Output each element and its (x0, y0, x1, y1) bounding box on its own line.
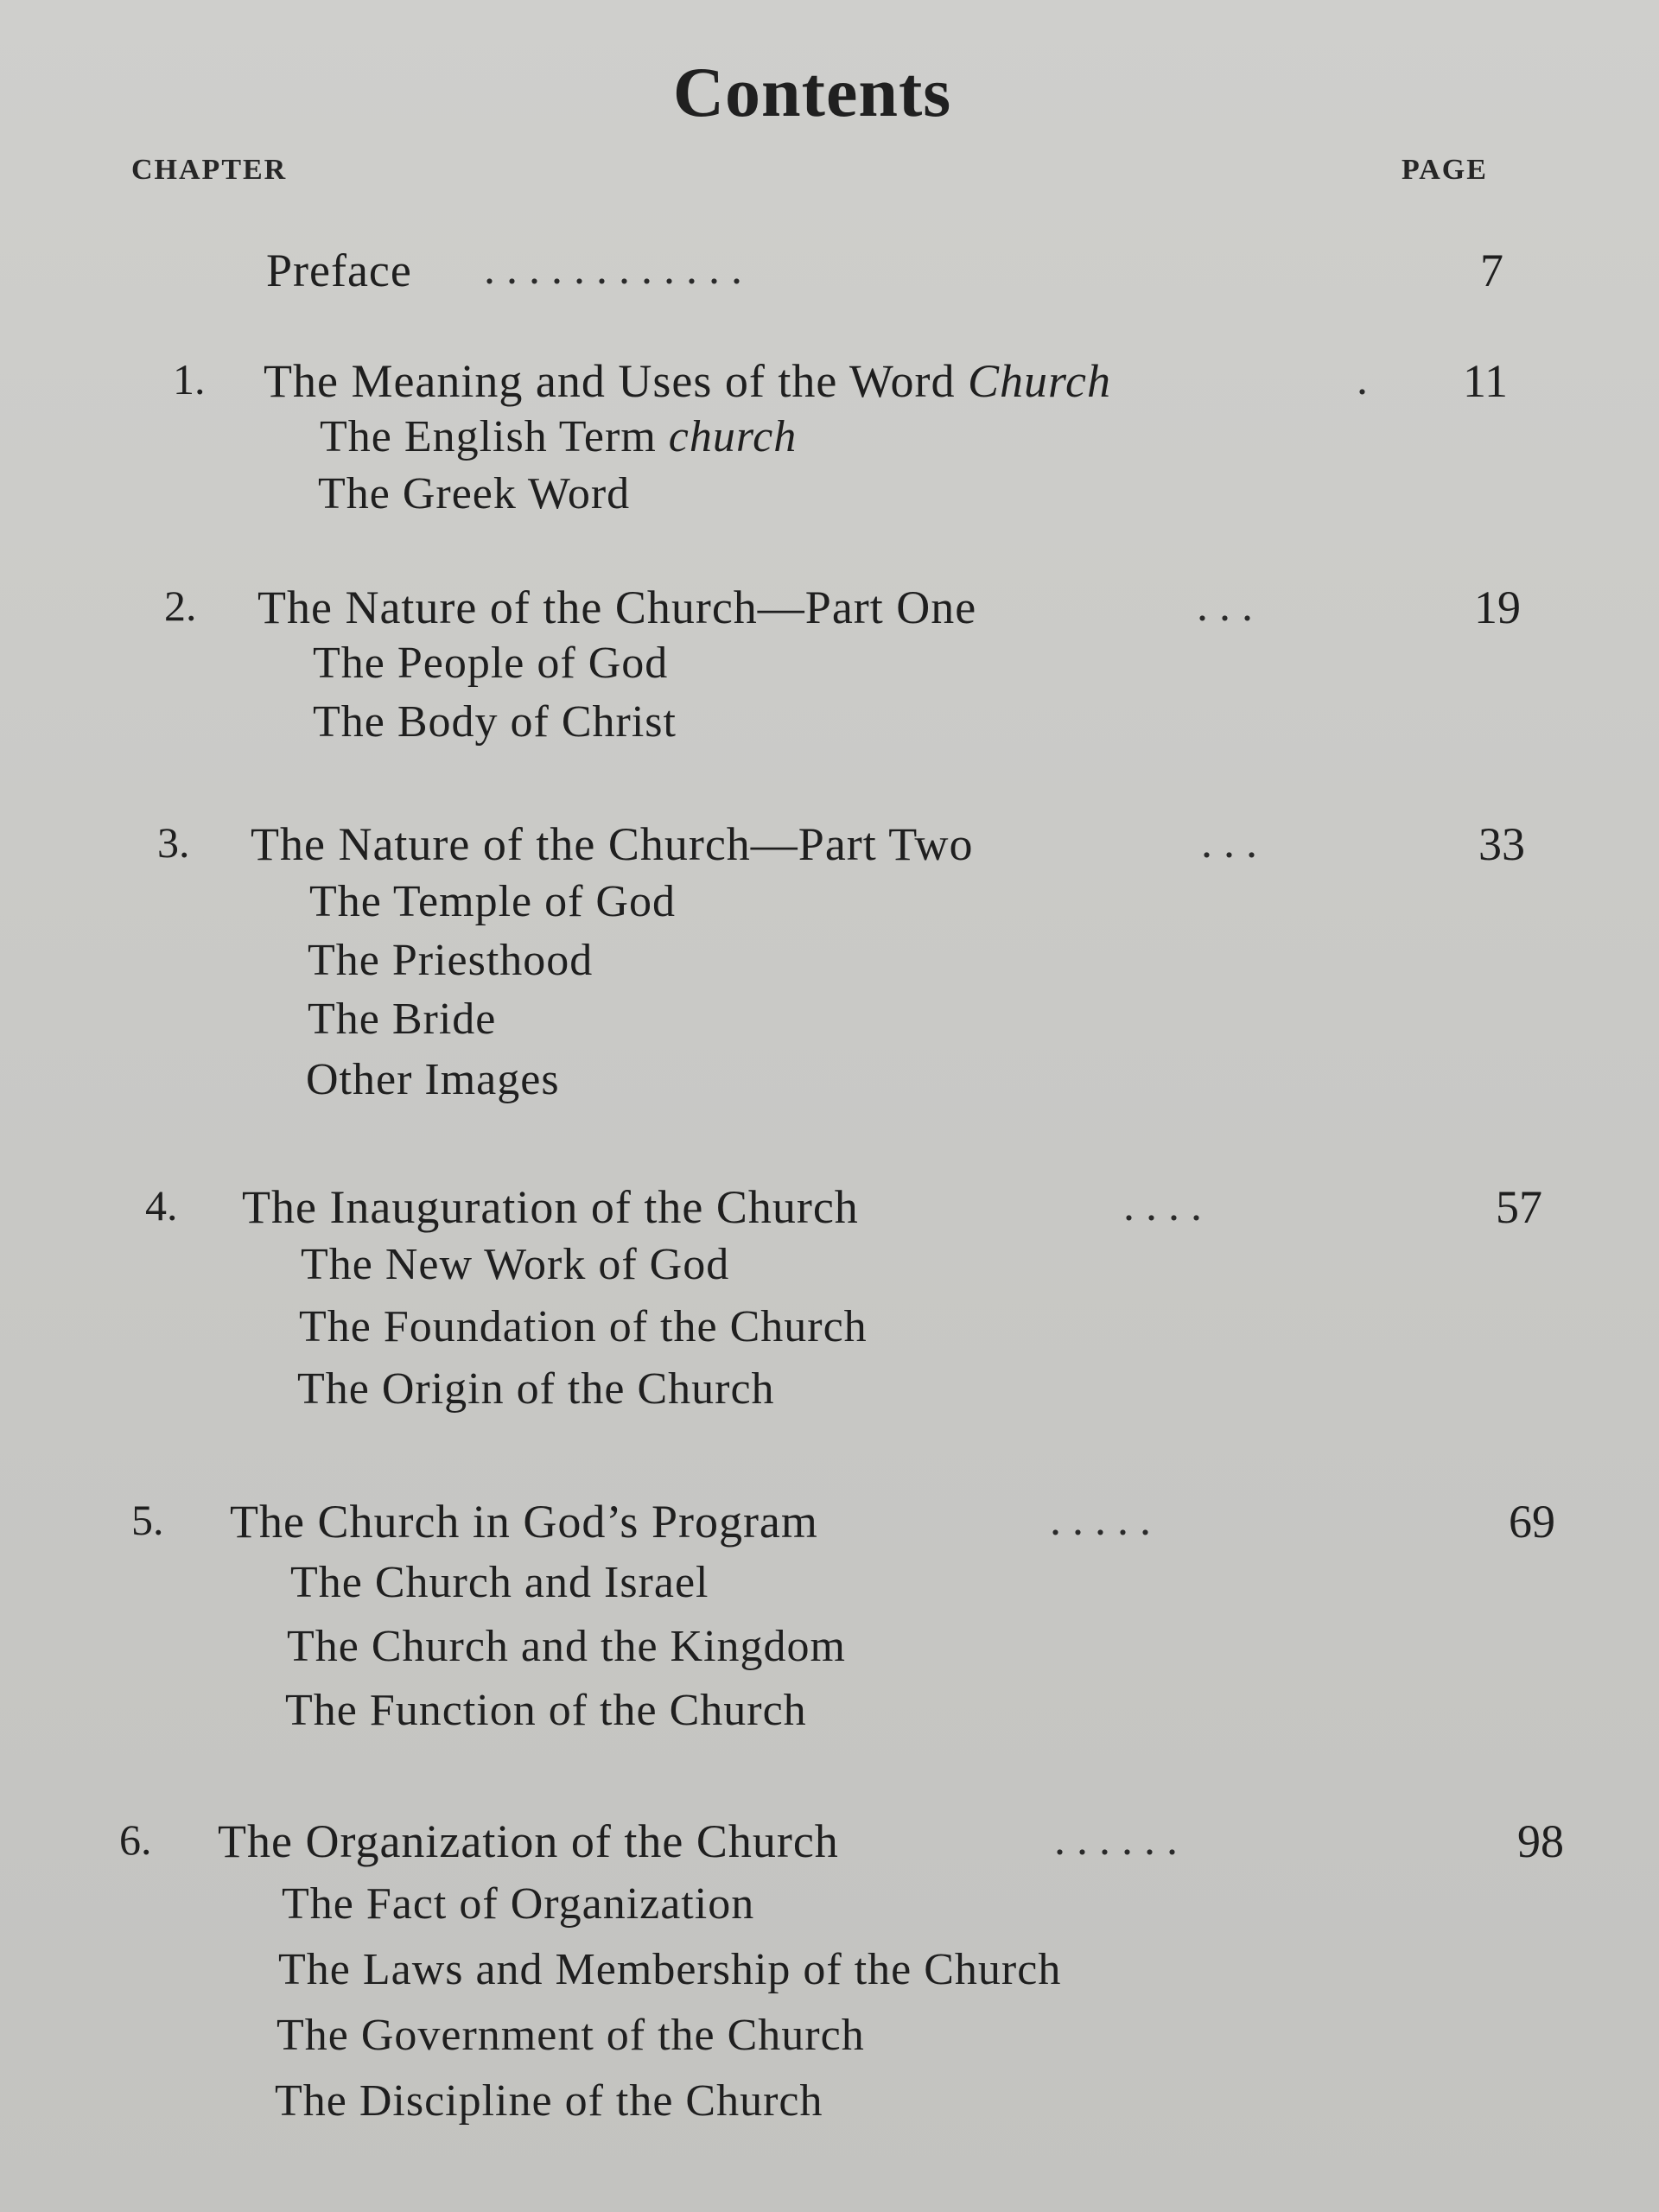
section-item (320, 411, 797, 462)
page-number: 11 (1463, 355, 1508, 407)
chapter-title-text: The Meaning and Uses of the Word (264, 355, 968, 407)
section-item: The Fact of Organization (282, 1879, 755, 1929)
page-title: Contents (672, 53, 952, 131)
section-item: The Body of Christ (313, 697, 677, 747)
leader-dots: . . . . . . . . . . . . (484, 245, 742, 294)
page-number: 57 (1496, 1181, 1542, 1233)
section-text: The English Term (320, 412, 669, 461)
chapter-number: 4. (145, 1181, 178, 1230)
leader-dots: . . . . (1123, 1181, 1202, 1230)
chapter-title: The Nature of the Church—Part One (257, 582, 977, 633)
leader-dots: . (1357, 355, 1368, 404)
section-item: The Government of the Church (276, 2011, 865, 2060)
section-item: The Origin of the Church (297, 1364, 775, 1414)
section-item: The Bride (308, 995, 497, 1044)
page-number: 19 (1474, 582, 1521, 633)
section-item: The Church and Israel (290, 1558, 709, 1607)
preface-title: Preface (266, 245, 412, 296)
section-item: The Laws and Membership of the Church (278, 1945, 1062, 1994)
chapter-number: 2. (164, 582, 197, 630)
section-item: The New Work of God (301, 1240, 730, 1289)
page-column-header: PAGE (1402, 154, 1488, 186)
chapter-title: The Organization of the Church (218, 1815, 839, 1867)
chapter-title: The Inauguration of the Church (242, 1181, 859, 1233)
section-item (318, 468, 630, 519)
section-item: The Temple of God (309, 877, 676, 926)
leader-dots: . . . . . (1050, 1496, 1151, 1545)
section-item: The Foundation of the Church (299, 1302, 868, 1351)
chapter-column-header: CHAPTER (131, 154, 288, 186)
section-item: The Priesthood (308, 936, 594, 985)
section-text: The Greek Word (318, 469, 631, 518)
chapter-title: The Nature of the Church—Part Two (251, 818, 974, 870)
section-item: Other Images (306, 1055, 560, 1104)
leader-dots: . . . (1197, 582, 1253, 631)
chapter-number: 3. (157, 818, 190, 867)
section-item: The Discipline of the Church (275, 2076, 823, 2126)
section-item: The People of God (313, 639, 669, 688)
section-italic: church (668, 412, 798, 461)
chapter-number: 6. (119, 1815, 152, 1864)
chapter-title: The Church in God’s Program (230, 1496, 818, 1548)
page-number: 98 (1517, 1815, 1564, 1867)
section-item: The Church and the Kingdom (287, 1622, 846, 1671)
chapter-title-italic: Church (967, 355, 1111, 407)
leader-dots: . . . (1201, 818, 1257, 868)
chapter-number: 5. (131, 1496, 164, 1544)
page-number: 33 (1478, 818, 1525, 870)
section-item: The Function of the Church (285, 1686, 807, 1735)
chapter-title (264, 354, 1111, 408)
page-number: 69 (1509, 1496, 1555, 1548)
leader-dots: . . . . . . (1054, 1815, 1178, 1865)
page-number: 7 (1480, 245, 1503, 296)
chapter-number: 1. (173, 355, 206, 404)
